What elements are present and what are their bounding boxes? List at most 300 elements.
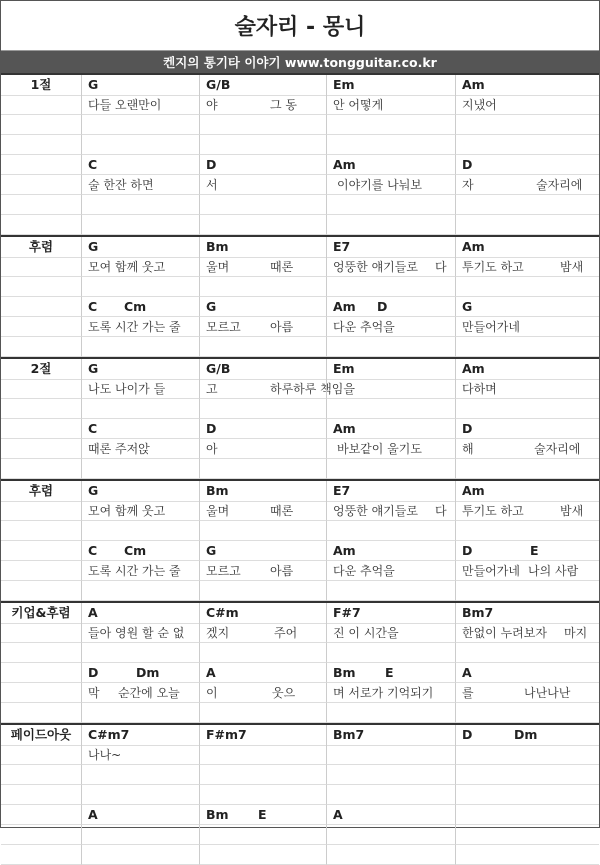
chord-cell xyxy=(81,725,199,746)
blank-row xyxy=(1,195,599,215)
empty-cell xyxy=(326,277,455,297)
lyric-cell xyxy=(81,439,199,459)
empty-cell xyxy=(326,765,455,785)
section-s2 xyxy=(1,235,599,357)
blank-row xyxy=(1,277,599,297)
lyric-cell xyxy=(81,683,199,703)
chord-cell xyxy=(81,663,199,683)
empty-cell xyxy=(326,215,455,235)
lyric-cell xyxy=(199,745,326,765)
chord-name: Dm xyxy=(136,665,160,680)
lyric-text: 고 xyxy=(206,382,218,396)
lyric-text: 밤새 xyxy=(560,504,584,518)
lyric-text: 진 이 시간을 xyxy=(333,626,399,640)
section-label xyxy=(1,257,81,277)
section-s6 xyxy=(1,723,599,865)
lyric-text: 울며 xyxy=(206,260,230,274)
empty-cell xyxy=(326,521,455,541)
chord-row xyxy=(1,359,599,379)
chord-row xyxy=(1,75,599,95)
section-label xyxy=(1,419,81,439)
chord-cell xyxy=(199,359,326,380)
section-label xyxy=(1,703,81,723)
section-label xyxy=(1,785,81,805)
lyric-cell xyxy=(326,317,455,337)
empty-cell xyxy=(326,459,455,479)
empty-cell xyxy=(81,643,199,663)
chord-name: G xyxy=(88,483,99,498)
empty-cell xyxy=(81,195,199,215)
lyric-row xyxy=(1,379,599,399)
lyric-text: 나의 사람 xyxy=(528,564,579,578)
chord-name: A xyxy=(88,605,98,620)
empty-cell xyxy=(199,765,326,785)
lyric-text: 나도 나이가 들 xyxy=(88,382,166,396)
blank-row xyxy=(1,337,599,357)
empty-cell xyxy=(81,785,199,805)
lyric-cell xyxy=(199,95,326,115)
chord-cell xyxy=(326,603,455,624)
lyric-cell xyxy=(326,95,455,115)
section-label xyxy=(1,745,81,765)
empty-cell xyxy=(455,135,599,155)
chord-cell xyxy=(326,75,455,96)
lyric-text: 를 xyxy=(462,686,474,700)
lyric-text: 다하며 xyxy=(462,382,497,396)
chord-cell xyxy=(81,155,199,175)
chord-cell xyxy=(455,805,599,825)
chord-name: Am xyxy=(462,361,485,376)
lyric-text: 때론 xyxy=(270,504,294,518)
lyric-cell xyxy=(326,623,455,643)
empty-cell xyxy=(199,277,326,297)
chord-name: C xyxy=(88,299,98,314)
chord-cell xyxy=(326,359,455,380)
section-label xyxy=(1,135,81,155)
chord-name: C xyxy=(88,421,98,436)
chord-name: A xyxy=(206,665,216,680)
blank-row xyxy=(1,581,599,601)
lyric-cell xyxy=(199,561,326,581)
lyric-text: 며 서로가 기억되기 xyxy=(333,686,434,700)
chord-row xyxy=(1,481,599,501)
blank-row xyxy=(1,765,599,785)
empty-cell xyxy=(455,115,599,135)
chord-cell xyxy=(199,297,326,317)
empty-cell xyxy=(326,399,455,419)
lyric-text: 하루하루 책임을 xyxy=(270,382,355,396)
chord-name: C#m xyxy=(206,605,239,620)
empty-cell xyxy=(81,581,199,601)
empty-cell xyxy=(199,135,326,155)
section-label xyxy=(1,175,81,195)
lyric-text: 이야기를 나눠보 xyxy=(337,178,422,192)
chord-name: Bm xyxy=(206,239,229,254)
section-label xyxy=(1,337,81,357)
lyric-cell xyxy=(81,379,199,399)
blank-row xyxy=(1,135,599,155)
section-label xyxy=(1,215,81,235)
lyric-text: 들아 영원 할 순 없 xyxy=(88,626,185,640)
chord-name: Em xyxy=(333,77,355,92)
lyric-cell xyxy=(199,683,326,703)
section-label xyxy=(1,561,81,581)
chord-name: A xyxy=(462,665,472,680)
lyric-row xyxy=(1,95,599,115)
lyric-row xyxy=(1,257,599,277)
empty-cell xyxy=(455,337,599,357)
empty-cell xyxy=(326,643,455,663)
section-label xyxy=(1,825,81,845)
lyric-text: 술 한잔 하면 xyxy=(88,178,154,192)
empty-cell xyxy=(199,195,326,215)
empty-cell xyxy=(455,643,599,663)
blank-row xyxy=(1,785,599,805)
lyric-text: 바보같이 울기도 xyxy=(337,442,422,456)
section-label xyxy=(1,581,81,601)
chord-name: D xyxy=(462,727,473,742)
chord-row xyxy=(1,155,599,175)
empty-cell xyxy=(326,581,455,601)
lyric-cell xyxy=(199,317,326,337)
section-s1 xyxy=(1,73,599,235)
lyric-cell xyxy=(199,439,326,459)
lyric-cell xyxy=(455,317,599,337)
empty-cell xyxy=(326,337,455,357)
empty-cell xyxy=(199,643,326,663)
chord-name: Am xyxy=(333,421,356,436)
lyric-text: 웃으 xyxy=(272,686,296,700)
blank-row xyxy=(1,643,599,663)
lyric-cell xyxy=(455,745,599,765)
chord-row xyxy=(1,725,599,745)
chord-name: Bm7 xyxy=(462,605,494,620)
section-label xyxy=(1,765,81,785)
chord-name: D xyxy=(462,421,473,436)
lyric-cell xyxy=(326,439,455,459)
chord-name: G xyxy=(88,361,99,376)
chord-name: G xyxy=(88,239,99,254)
section-label xyxy=(1,155,81,175)
empty-cell xyxy=(81,765,199,785)
lyric-text: 아름 xyxy=(270,320,294,334)
chord-cell xyxy=(326,237,455,258)
chord-name: Am xyxy=(333,157,356,172)
chord-row xyxy=(1,237,599,257)
empty-cell xyxy=(455,581,599,601)
chord-name: Am xyxy=(462,239,485,254)
section-label xyxy=(1,115,81,135)
chord-row xyxy=(1,805,599,825)
lyric-cell xyxy=(455,623,599,643)
chord-name: G xyxy=(462,299,473,314)
lyric-text: 도록 시간 가는 줄 xyxy=(88,320,181,334)
lyric-cell xyxy=(455,257,599,277)
empty-cell xyxy=(455,521,599,541)
chord-cell xyxy=(326,155,455,175)
empty-cell xyxy=(199,337,326,357)
lyric-text: 다들 오랜만이 xyxy=(88,98,162,112)
chord-name: D xyxy=(88,665,99,680)
empty-cell xyxy=(326,135,455,155)
empty-cell xyxy=(199,115,326,135)
lyric-cell xyxy=(199,379,355,399)
lyric-cell xyxy=(455,501,599,521)
empty-cell xyxy=(81,703,199,723)
lyric-cell xyxy=(455,175,599,195)
chord-name: F#7 xyxy=(333,605,361,620)
empty-cell xyxy=(455,765,599,785)
empty-cell xyxy=(81,215,199,235)
lyric-text: 마지 xyxy=(564,626,588,640)
section-label: 후렴 xyxy=(1,237,81,258)
chord-cell xyxy=(455,603,599,624)
section-label: 1절 xyxy=(1,75,81,96)
empty-cell xyxy=(326,825,455,845)
empty-cell xyxy=(455,399,599,419)
chord-cell xyxy=(81,359,199,380)
empty-cell xyxy=(81,277,199,297)
lyric-cell xyxy=(81,561,199,581)
empty-cell xyxy=(326,195,455,215)
chord-name: G xyxy=(88,77,99,92)
section-label: 2절 xyxy=(1,359,81,380)
lyric-text: 투기도 하고 xyxy=(462,260,524,274)
section-label: 키업&후렴 xyxy=(1,603,81,624)
lyric-cell xyxy=(326,175,455,195)
lyric-cell xyxy=(81,501,199,521)
lyric-cell xyxy=(455,95,599,115)
lyric-text: 이 xyxy=(206,686,218,700)
lyric-cell xyxy=(455,561,599,581)
lyric-row xyxy=(1,623,599,643)
empty-cell xyxy=(81,825,199,845)
lyric-text: 한없이 누려보자 xyxy=(462,626,547,640)
chord-cell xyxy=(326,663,455,683)
blank-row xyxy=(1,825,599,845)
chord-cell xyxy=(199,541,326,561)
lyric-text: 막 xyxy=(88,686,100,700)
empty-cell xyxy=(326,845,455,865)
chord-cell xyxy=(455,541,599,561)
chord-cell xyxy=(326,805,455,825)
chord-name: E xyxy=(530,543,539,558)
empty-cell xyxy=(455,703,599,723)
chord-cell xyxy=(455,75,599,96)
lyric-text: 아름 xyxy=(270,564,294,578)
chord-cell xyxy=(199,237,326,258)
chord-name: A xyxy=(88,807,98,822)
lyric-text: 모르고 xyxy=(206,320,241,334)
empty-cell xyxy=(199,581,326,601)
chord-name: Am xyxy=(462,77,485,92)
chord-cell xyxy=(81,805,199,825)
empty-cell xyxy=(455,459,599,479)
chord-name: E7 xyxy=(333,239,351,254)
chord-row xyxy=(1,663,599,683)
lyric-cell xyxy=(199,623,326,643)
chord-name: E xyxy=(385,665,394,680)
lyric-text: 다 xyxy=(435,260,447,274)
lyric-text: 나나~ xyxy=(88,748,122,762)
blank-row xyxy=(1,115,599,135)
chord-name: D xyxy=(206,421,217,436)
empty-cell xyxy=(455,195,599,215)
chord-cell xyxy=(455,419,599,439)
chord-name: D xyxy=(462,543,473,558)
lyric-cell xyxy=(81,317,199,337)
lyric-text: 안 어떻게 xyxy=(333,98,384,112)
lyric-text: 다운 추억을 xyxy=(333,564,395,578)
chord-name: Cm xyxy=(124,543,147,558)
chord-name: Bm xyxy=(206,807,229,822)
section-label: 페이드아웃 xyxy=(1,725,81,746)
chord-cell xyxy=(81,75,199,96)
chord-cell xyxy=(455,359,599,380)
lyric-text: 엉뚱한 얘기들로 xyxy=(333,504,418,518)
chord-cell xyxy=(199,419,326,439)
lyric-row xyxy=(1,683,599,703)
lyric-row xyxy=(1,317,599,337)
lyric-text: 순간에 오늘 xyxy=(118,686,180,700)
empty-cell xyxy=(326,703,455,723)
chord-name: Am xyxy=(333,299,356,314)
chord-name: A xyxy=(333,807,343,822)
chord-name: Am xyxy=(333,543,356,558)
lyric-text: 다운 추억을 xyxy=(333,320,395,334)
section-label xyxy=(1,317,81,337)
chord-name: Bm7 xyxy=(333,727,365,742)
chord-cell xyxy=(199,75,326,96)
lyric-cell xyxy=(81,257,199,277)
chord-cell xyxy=(81,419,199,439)
chord-cell xyxy=(81,541,199,561)
chord-cell xyxy=(326,541,455,561)
section-label xyxy=(1,501,81,521)
lyric-text: 모여 함께 웃고 xyxy=(88,504,166,518)
lyric-text: 나난나난 xyxy=(524,686,571,700)
chord-cell xyxy=(199,725,326,746)
empty-cell xyxy=(199,215,326,235)
chord-name: C xyxy=(88,543,98,558)
lyric-cell xyxy=(81,745,199,765)
chord-row xyxy=(1,419,599,439)
lyric-text: 아 xyxy=(206,442,218,456)
chord-name: Dm xyxy=(514,727,538,742)
empty-cell xyxy=(199,459,326,479)
section-label xyxy=(1,845,81,865)
lyric-text: 겠지 xyxy=(206,626,230,640)
lyric-cell xyxy=(326,257,455,277)
lyric-cell xyxy=(81,623,199,643)
section-s3 xyxy=(1,357,599,479)
lyric-text: 다 xyxy=(435,504,447,518)
chord-name: G xyxy=(206,299,217,314)
chord-name: F#m7 xyxy=(206,727,247,742)
lyric-text: 밤새 xyxy=(560,260,584,274)
chord-cell xyxy=(199,603,326,624)
chord-row xyxy=(1,603,599,623)
lyric-cell xyxy=(199,501,326,521)
empty-cell xyxy=(455,785,599,805)
empty-cell xyxy=(81,399,199,419)
lyric-text: 그 동 xyxy=(270,98,297,112)
lyric-cell xyxy=(326,745,455,765)
chord-cell xyxy=(326,297,455,317)
lyric-text: 만들어가네 xyxy=(462,320,520,334)
chord-cell xyxy=(455,725,599,746)
lyric-text: 모르고 xyxy=(206,564,241,578)
lyric-text: 술자리에 xyxy=(534,442,581,456)
chord-cell xyxy=(81,603,199,624)
empty-cell xyxy=(199,399,326,419)
chord-name: D xyxy=(206,157,217,172)
empty-cell xyxy=(81,135,199,155)
lyric-cell xyxy=(199,175,326,195)
section-label xyxy=(1,297,81,317)
lyric-cell xyxy=(455,439,599,459)
lyric-text: 때론 xyxy=(270,260,294,274)
lyric-row xyxy=(1,439,599,459)
blank-row xyxy=(1,459,599,479)
section-s4 xyxy=(1,479,599,601)
chord-cell xyxy=(199,663,326,683)
lyric-cell xyxy=(455,683,599,703)
lyric-row xyxy=(1,745,599,765)
section-label xyxy=(1,459,81,479)
empty-cell xyxy=(199,785,326,805)
section-label xyxy=(1,277,81,297)
chord-name: Bm xyxy=(206,483,229,498)
empty-cell xyxy=(81,845,199,865)
empty-cell xyxy=(455,845,599,865)
chord-name: Am xyxy=(462,483,485,498)
chord-cell xyxy=(455,663,599,683)
chord-cell xyxy=(326,725,455,746)
lyric-row xyxy=(1,501,599,521)
lyric-text: 엉뚱한 얘기들로 xyxy=(333,260,418,274)
blank-row xyxy=(1,703,599,723)
section-label xyxy=(1,683,81,703)
lyric-text: 야 xyxy=(206,98,218,112)
chord-cell xyxy=(455,481,599,502)
section-label xyxy=(1,379,81,399)
blank-row xyxy=(1,845,599,865)
lyric-text: 술자리에 xyxy=(536,178,583,192)
section-label xyxy=(1,399,81,419)
section-s5 xyxy=(1,601,599,723)
section-label: 후렴 xyxy=(1,481,81,502)
empty-cell xyxy=(455,215,599,235)
lyric-text: 서 xyxy=(206,178,218,192)
lyric-text: 도록 시간 가는 줄 xyxy=(88,564,181,578)
chord-name: Bm xyxy=(333,665,356,680)
section-label xyxy=(1,623,81,643)
lyric-text: 만들어가네 xyxy=(462,564,520,578)
lyric-cell xyxy=(81,95,199,115)
lyric-cell xyxy=(326,501,455,521)
empty-cell xyxy=(81,521,199,541)
lyric-cell xyxy=(326,683,455,703)
empty-cell xyxy=(81,459,199,479)
lyric-cell xyxy=(81,175,199,195)
lyric-row xyxy=(1,175,599,195)
chord-name: E xyxy=(258,807,267,822)
sheet-body xyxy=(1,73,599,865)
chord-name: Cm xyxy=(124,299,147,314)
blank-row xyxy=(1,399,599,419)
section-label xyxy=(1,521,81,541)
